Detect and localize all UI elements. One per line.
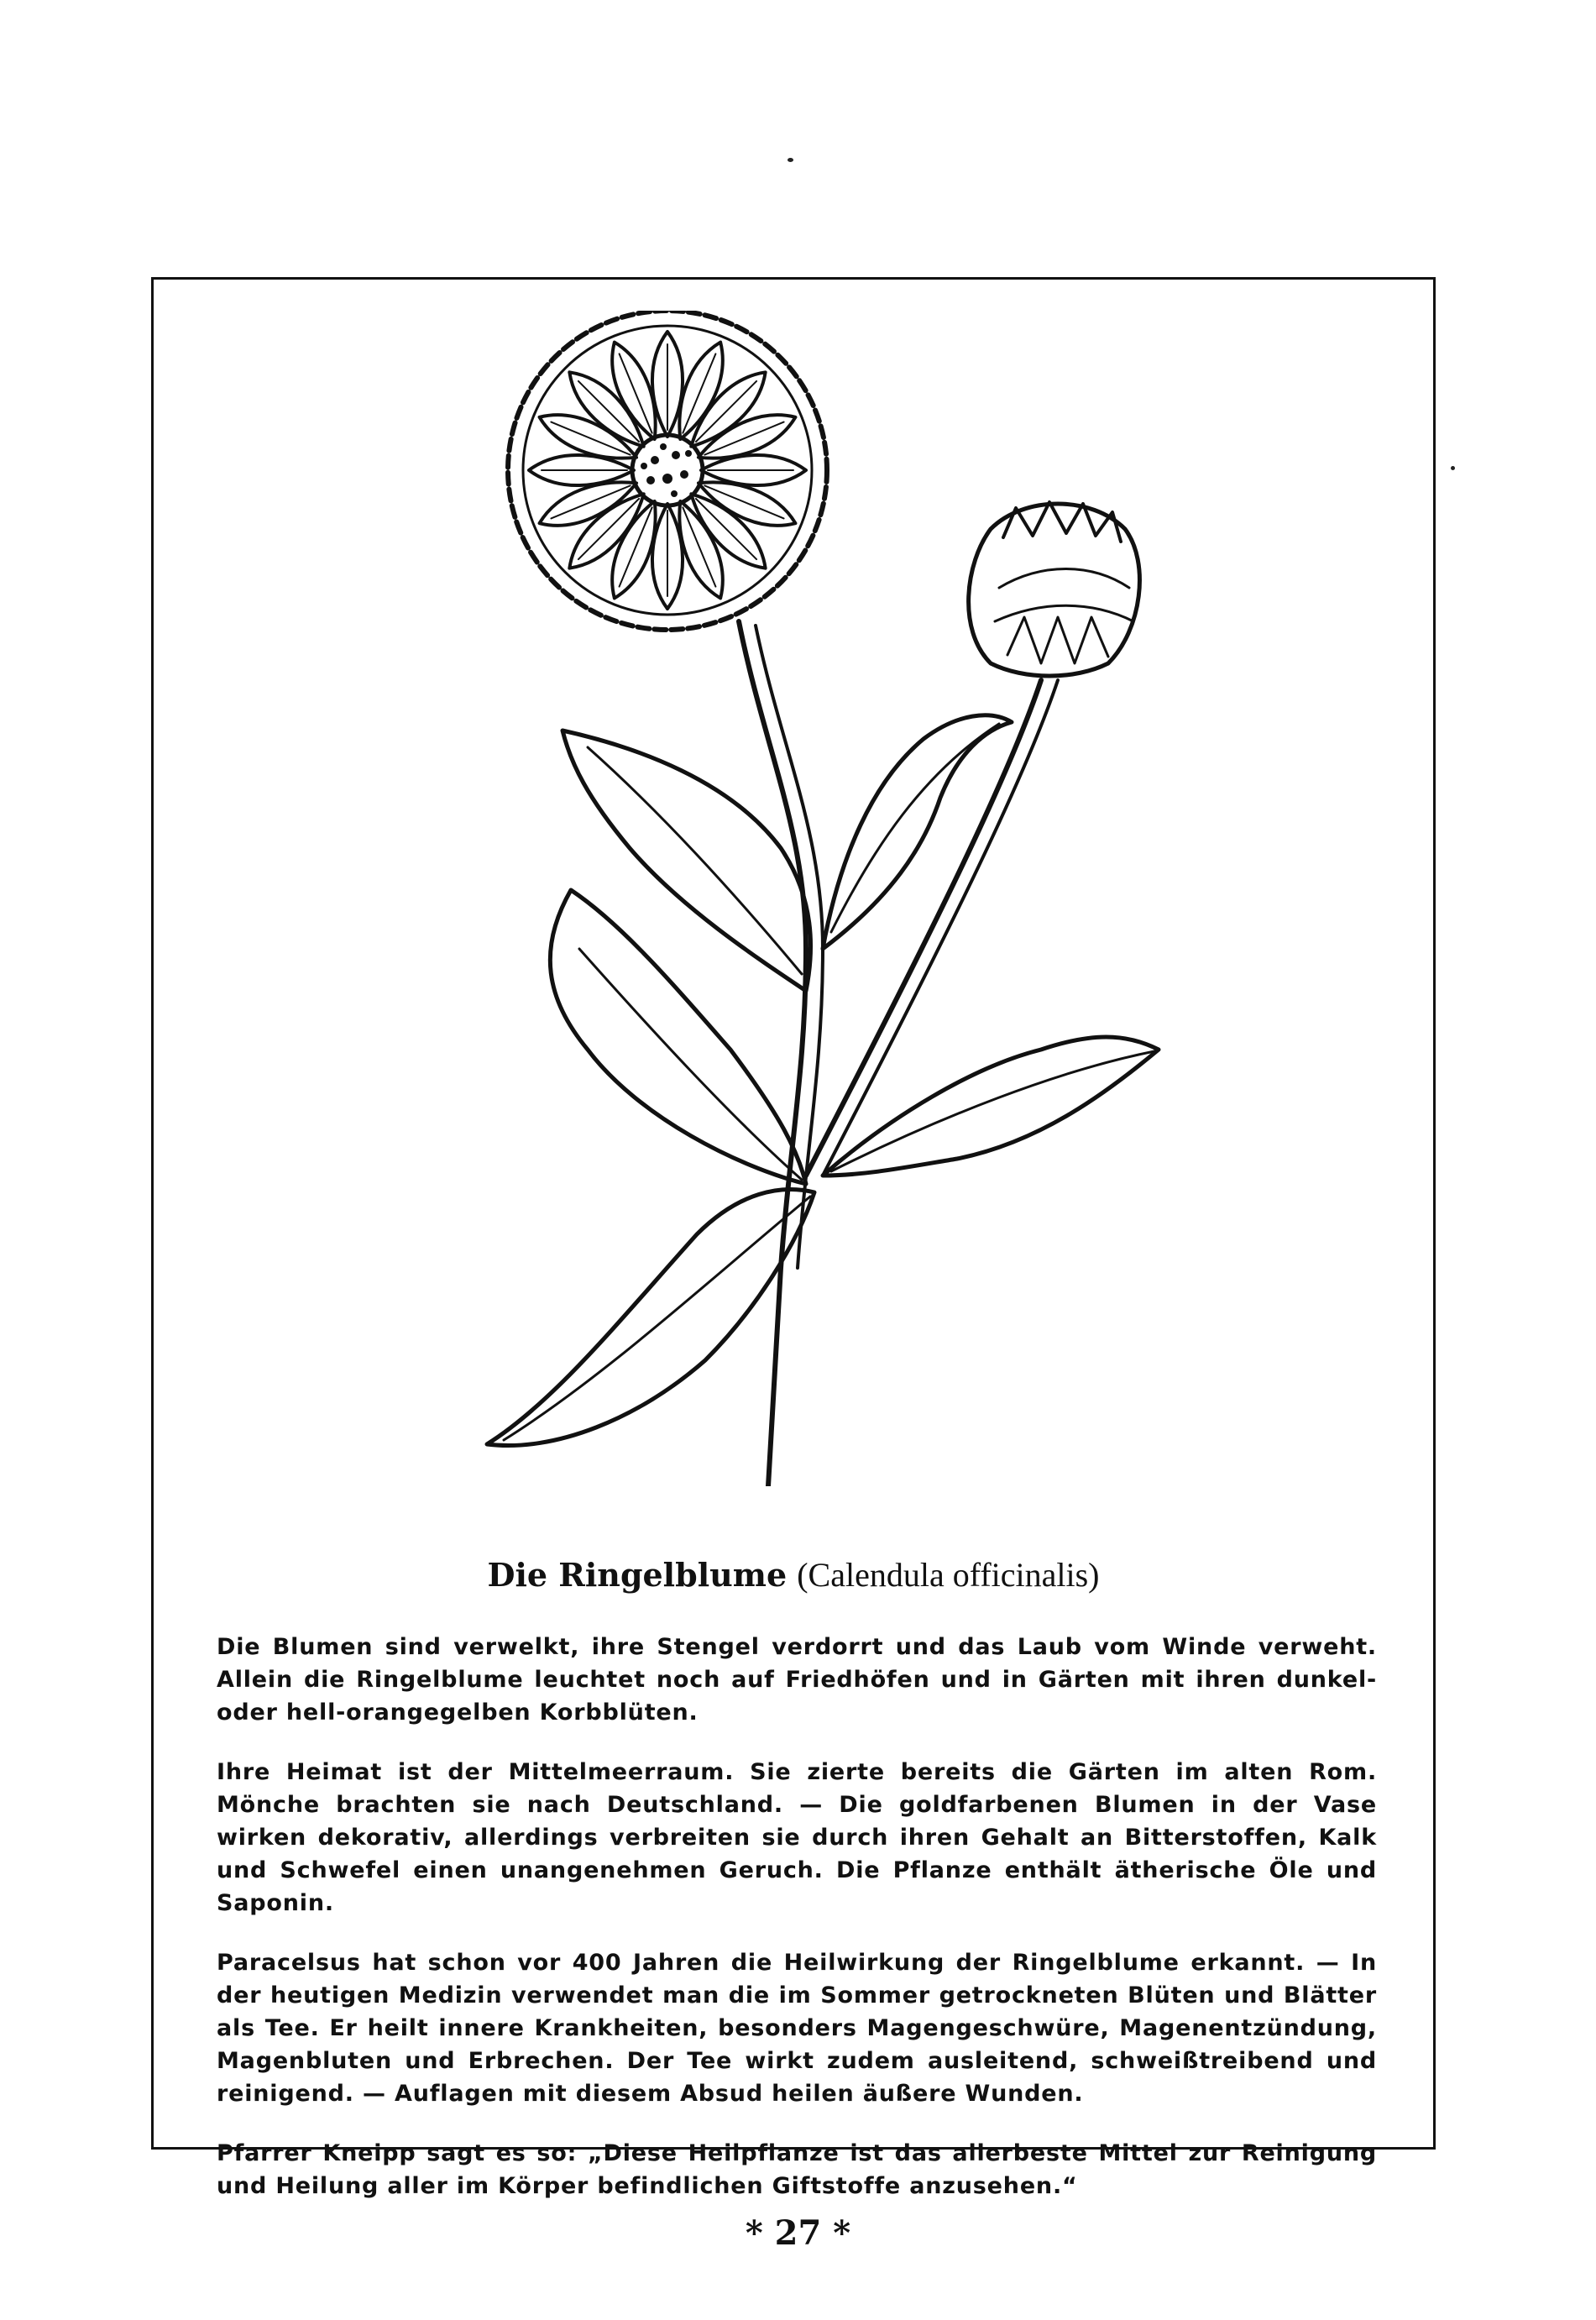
- main-stem: [739, 621, 806, 1486]
- flower-head: [508, 311, 827, 630]
- leaf: [823, 715, 1012, 949]
- calendula-illustration: [453, 311, 1175, 1486]
- title-latin-name: (Calendula officinalis): [797, 1556, 1100, 1594]
- print-speck: [1451, 466, 1455, 470]
- paragraph: Ihre Heimat ist der Mittelmeerraum. Sie zierte bereits die Gärten im alten Rom. Mönche brachten sie nach Deutschland. — Die goldfarbenen Blumen in der Vase wirken dekorativ, allerdings verbreiten sie durch ihren Gehalt an Bitterstoffen, Kalk und Schwefel einen unangenehmen Geruch. Die Pflanze enthält ätherische Öle und Saponin.: [217, 1759, 1377, 1916]
- page-number: * 27 *: [745, 2213, 851, 2253]
- paragraph: Paracelsus hat schon vor 400 Jahren die Heilwirkung der Ringelblume erkannt. — In der heutigen Medizin verwendet man die im Sommer getrockneten Blüten und Blätter als Tee. Er heilt innere Krankheiten, besonders Magengeschwüre, Magenentzündung, Magenbluten und Erbrechen. Der Tee wirkt zudem ausleitend, schweißtreibend und reinigend. — Auflagen mit diesem Absud heilen äußere Wunden.: [217, 1950, 1377, 2107]
- paragraph: Die Blumen sind verwelkt, ihre Stengel verdorrt und das Laub vom Winde verweht. Allein die Ringelblume leuchtet noch auf Friedhöfen und in Gärten mit ihren dunkel- oder hell-orangegelben Korbblüten.: [217, 1634, 1377, 1726]
- article-title: [151, 1555, 1436, 1595]
- title-common-name: Die Ringelblume: [487, 1556, 788, 1594]
- leaf: [563, 731, 811, 991]
- print-speck: [788, 158, 793, 162]
- flower-bud: [969, 502, 1140, 676]
- leaf: [823, 1037, 1159, 1176]
- paragraph: Pfarrer Kneipp sagt es so: „Diese Heilpflanze ist das allerbeste Mittel zur Reinigung und Heilung aller im Körper befindlichen Giftstoffe anzusehen.“: [217, 2140, 1377, 2199]
- leaf: [487, 1190, 814, 1446]
- article-body: [217, 1631, 1377, 2229]
